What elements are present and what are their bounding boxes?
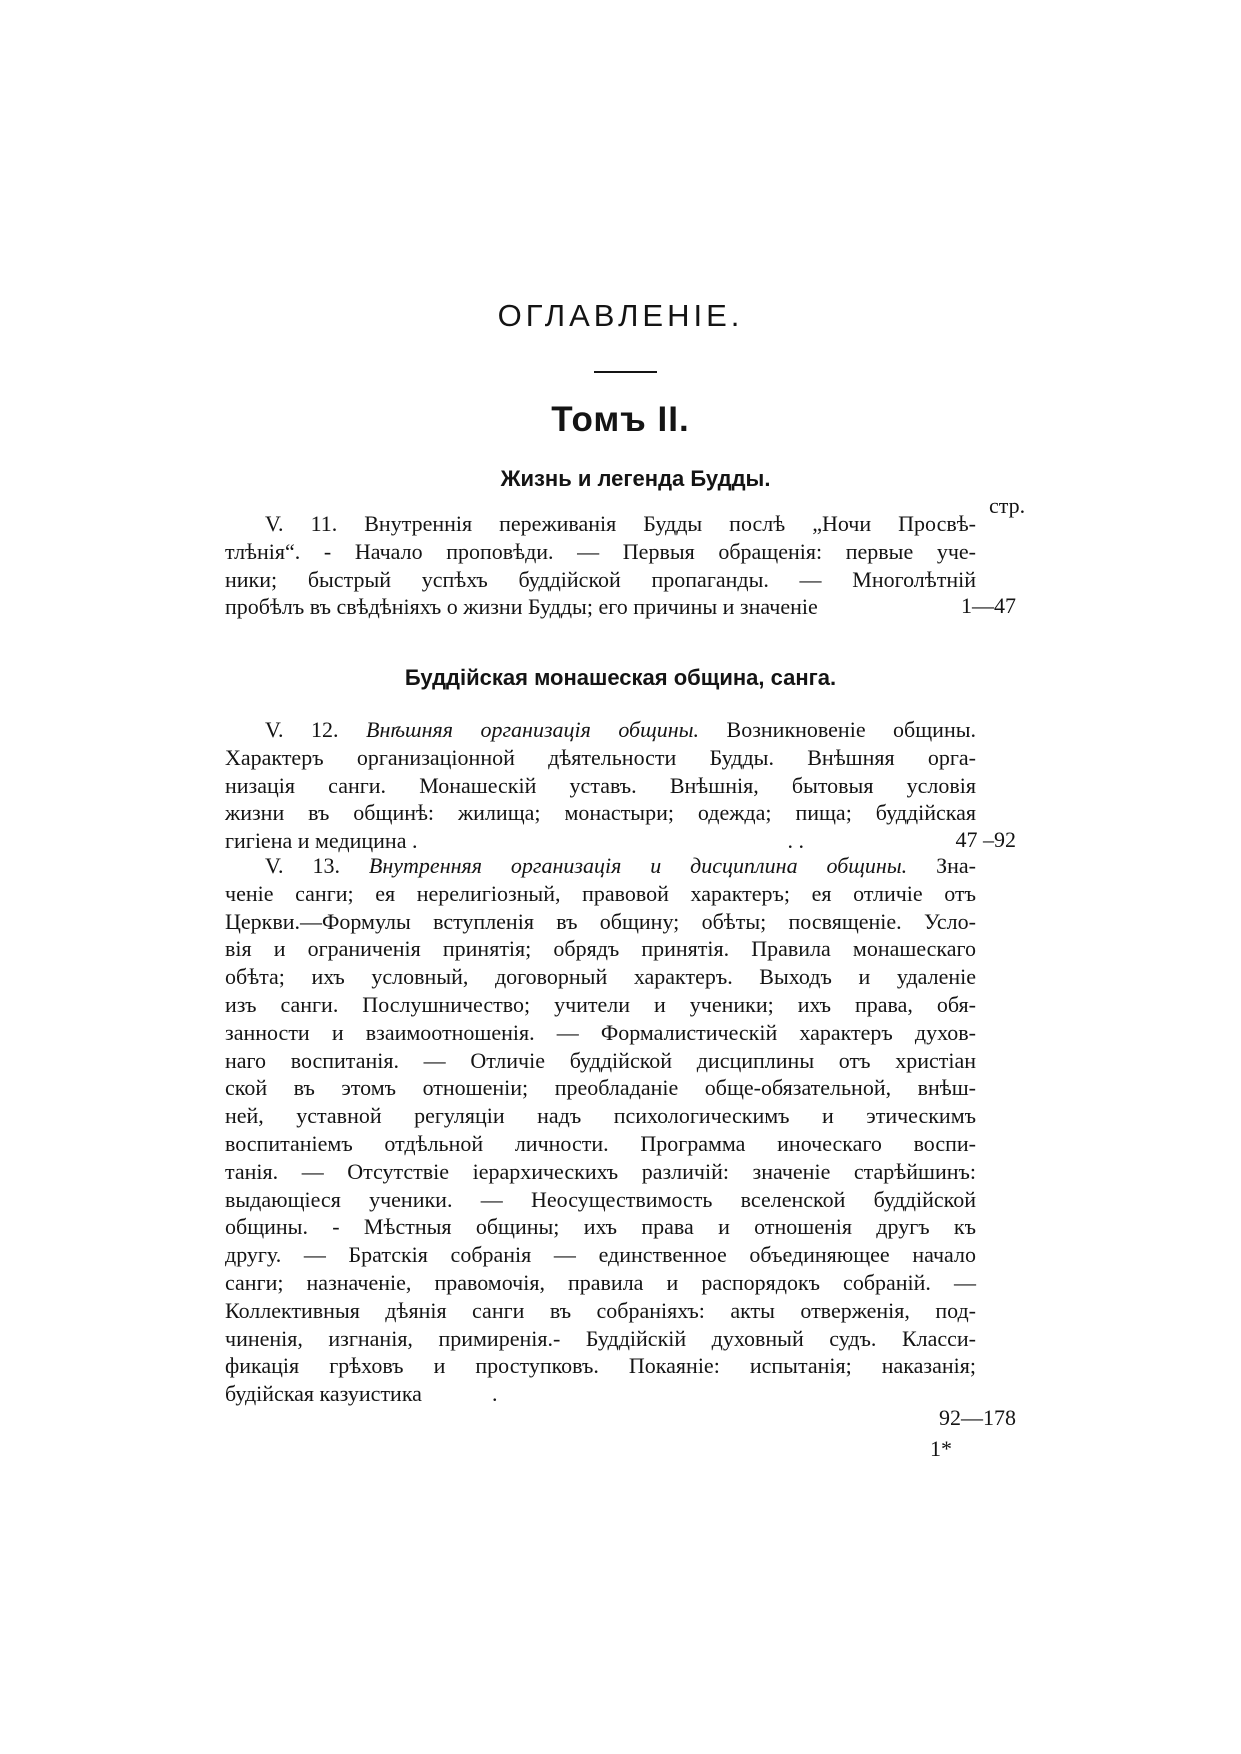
entry-line: вія и ограниченія принятія; обрядъ принятія. Правила монашескаго: [225, 936, 976, 962]
entry-line: [225, 852, 976, 880]
entry-line: ней, уставной регуляціи надъ психологическимъ и этическимъ: [225, 1103, 976, 1129]
toc-entry-chapter-13: [225, 852, 976, 1408]
entry-text: Зна-: [936, 853, 977, 878]
entry-line: пробѣлъ въ свѣдѣніяхъ о жизни Будды; его причины и значеніе: [225, 594, 818, 620]
page-title: ОГЛАВЛЕНІЕ.: [497, 298, 744, 333]
toc-entry-chapter-11: [225, 510, 976, 621]
entry-line: изъ санги. Послушничество; учители и ученики; ихъ права, обя-: [225, 991, 976, 1017]
leader-dots: . .: [787, 828, 804, 854]
entry-line: Церкви.—Формулы вступленія въ общину; обѣты; посвященіе. Усло-: [225, 908, 976, 934]
entry-line: V. 11. Внутреннія переживанія Будды послѣ „Ночи Просвѣ-: [265, 511, 976, 536]
entry-line: выдающіеся ученики. — Неосуществимость вселенской буддійской: [225, 1186, 976, 1212]
entry-line: ской въ этомъ отношеніи; преобладаніе обще-обязательной, внѣш-: [225, 1075, 976, 1101]
section-heading-life-legend: Жизнь и легенда Будды.: [500, 466, 771, 491]
entry-line: наго воспитанія. — Отличіе буддійской дисциплины отъ христіан: [225, 1047, 976, 1073]
entry-line: санги; назначеніе, правомочія, правила и распорядокъ собраній. —: [225, 1269, 976, 1295]
entry-line: [225, 827, 976, 855]
entry-line: другу. — Братскія собранія — единственное объединяющее начало: [225, 1242, 976, 1268]
chapter-number: V. 13.: [265, 853, 340, 878]
page-range: 47 –92: [955, 827, 1016, 852]
chapter-number: V. 12.: [265, 717, 339, 742]
entry-line: Характеръ организаціонной дѣятельности Будды. Внѣшняя орга-: [225, 744, 976, 770]
entry-line: общины. - Мѣстныя общины; ихъ права и отношенія другъ къ: [225, 1214, 976, 1240]
chapter-title: Внѣшняя организація общины.: [366, 717, 700, 742]
volume-heading: Томъ II.: [551, 400, 690, 439]
entry-line: [225, 1380, 976, 1408]
entry-line: жизни въ общинѣ: жилища; монастыри; одежда; пища; буддійская: [225, 800, 976, 826]
title-divider: [594, 371, 657, 373]
entry-line: воспитаніемъ отдѣльной личности. Программа иноческаго воспи-: [225, 1130, 976, 1156]
entry-line: танія. — Отсутствіе іерархическихъ различій: значеніе старѣйшинъ:: [225, 1158, 976, 1184]
leader-dots: .: [491, 1381, 498, 1407]
page-range: 92—178: [939, 1405, 1016, 1430]
toc-entry-chapter-12: [225, 716, 976, 855]
entry-line: [225, 716, 976, 744]
page-range: 1—47: [961, 593, 1016, 618]
entry-line: Коллективныя дѣянія санги въ собраніяхъ: акты отверженія, под-: [225, 1297, 976, 1323]
entry-line: ники; быстрый успѣхъ буддійской пропаганды. — Многолѣтній: [225, 566, 976, 592]
pages-column-label: стр.: [989, 493, 1026, 518]
entry-line: низація санги. Монашескій уставъ. Внѣшнія, бытовыя условія: [225, 772, 976, 798]
entry-line: фикація грѣховъ и проступковъ. Покаяніе: испытанія; наказанія;: [225, 1353, 976, 1379]
entry-line: обѣта; ихъ условный, договорный характеръ. Выходъ и удаленіе: [225, 964, 976, 990]
entry-line: тлѣнія“. - Начало проповѣди. — Первыя обращенія: первые уче-: [225, 538, 976, 564]
entry-text: Возникновеніе общины.: [726, 717, 977, 742]
entry-line: занности и взаимоотношенія. — Формалистическій характеръ духов-: [225, 1019, 976, 1045]
entry-text: будійская казуистика: [225, 1381, 422, 1407]
entry-text: гигіена и медицина .: [225, 828, 418, 854]
signature-mark: 1*: [930, 1436, 952, 1461]
chapter-title: Внутренняя организація и дисциплина общины.: [368, 853, 908, 878]
entry-line: чиненія, изгнанія, примиренія.- Буддійскій духовный судъ. Класси-: [225, 1325, 976, 1351]
section-heading-monastic-community: Буддійская монашеская община, санга.: [404, 665, 837, 690]
entry-line: ченіе санги; ея нерелигіозный, правовой характеръ; ея отличіе отъ: [225, 880, 976, 906]
